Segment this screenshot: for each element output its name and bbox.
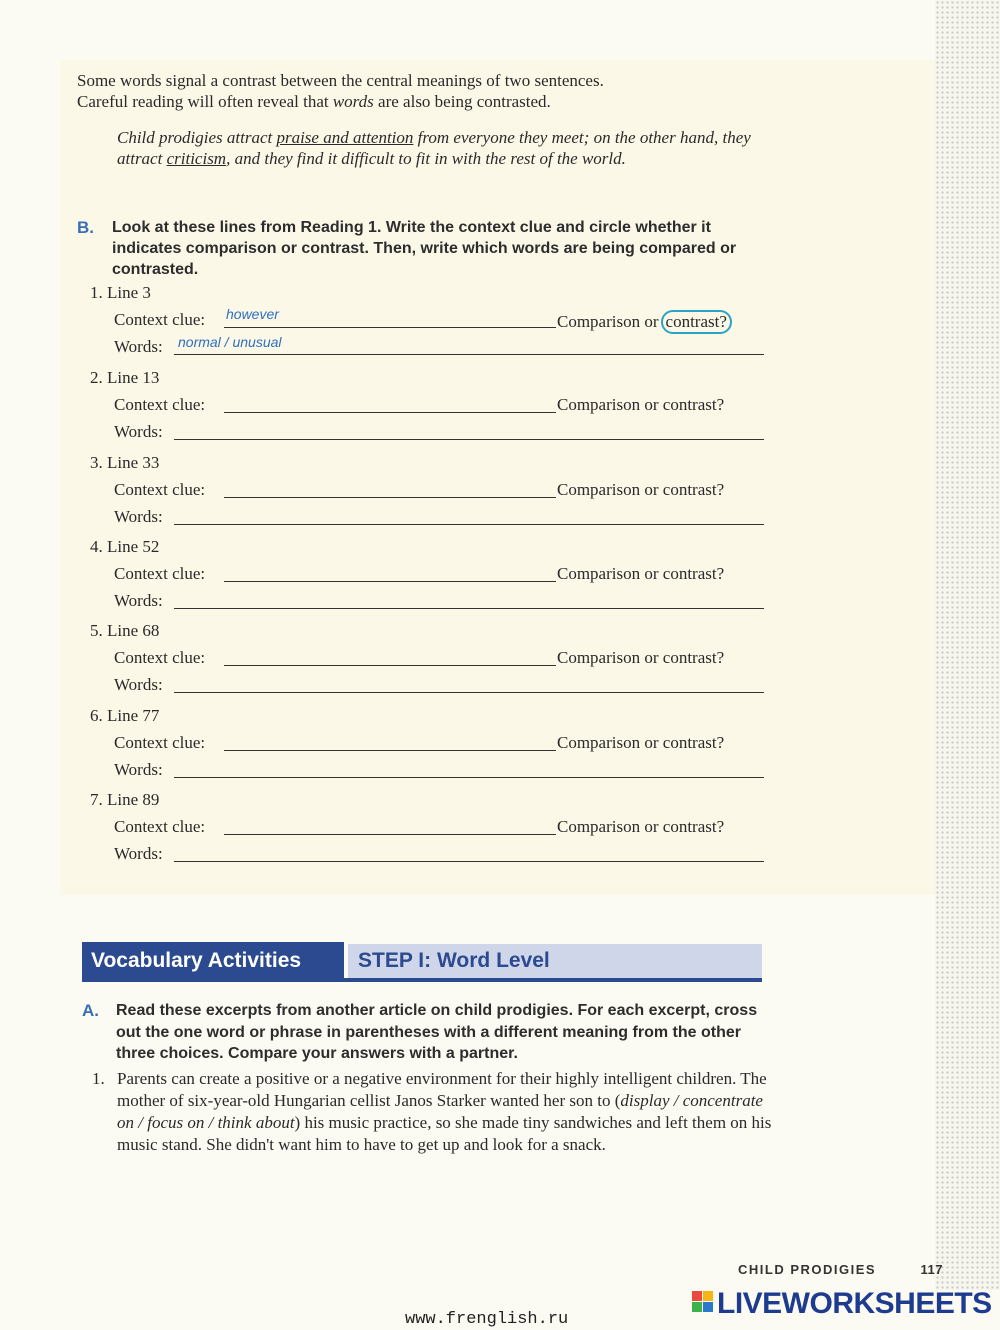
section-letter: A. (82, 1001, 99, 1020)
comparison-or-contrast-choice[interactable]: Comparison or contrast? (557, 564, 725, 583)
context-clue-row: Context clue: Comparison or contrast? (114, 733, 725, 752)
vocabulary-activities-title: Vocabulary Activities (82, 942, 344, 978)
comparison-or-contrast-choice[interactable]: Comparison or contrast? (557, 817, 725, 836)
item-line-label: 4. Line 52 (90, 537, 160, 556)
circled-contrast[interactable]: contrast? (661, 310, 732, 334)
words-row: Words: normal / unusual (114, 337, 764, 359)
words-answer[interactable]: normal / unusual (178, 334, 282, 350)
comparison-or-contrast-choice[interactable]: Comparison or contrast? (557, 310, 732, 334)
section-letter: B. (77, 218, 94, 237)
choices-in-parentheses[interactable]: display / concentrate on / focus on / think about (117, 1091, 763, 1132)
words-row: Words: (114, 844, 764, 866)
words-row: Words: (114, 591, 764, 613)
context-clue-row: Context clue: Comparison or contrast? (114, 395, 725, 414)
context-clue-input[interactable] (224, 665, 556, 666)
step-title: STEP I: Word Level (348, 944, 762, 978)
underlined-phrase: criticism (166, 149, 227, 168)
item-line-label: 7. Line 89 (90, 790, 160, 809)
comparison-or-contrast-choice[interactable]: Comparison or contrast? (557, 733, 725, 752)
underlined-phrase: praise and attention (276, 128, 414, 147)
liveworksheets-brand: LIVEWORKSHEETS (692, 1287, 992, 1321)
words-input[interactable] (174, 861, 764, 862)
item-line-label: 1. Line 3 (90, 283, 151, 302)
item-line-label: 2. Line 13 (90, 368, 160, 387)
item-line-label: 6. Line 77 (90, 706, 160, 725)
words-input[interactable] (174, 692, 764, 693)
website-url: www.frenglish.ru (405, 1310, 569, 1329)
excerpt-item: 1. Parents can create a positive or a negative environment for their highly intelligent children. The mother of six-year-old Hungarian cellist Janos Starker wanted her son to (display / concentrate on / focus on / think about) his music practice, so she made tiny sandwiches and left them on his music stand. She didn't want him to have to get up and look for a snack. (92, 1069, 772, 1154)
context-clue-row: Context clue: however Comparison or contrast? (114, 310, 764, 332)
comparison-or-contrast-choice[interactable]: Comparison or contrast? (557, 480, 725, 499)
context-clue-row: Context clue: Comparison or contrast? (114, 648, 725, 667)
section-a-instructions: A. Read these excerpts from another article on child prodigies. For each excerpt, cross out the one word or phrase in parentheses with a different meaning from the other three choices. Compare your answers with a partner. (82, 1001, 758, 1062)
context-clue-row: Context clue: Comparison or contrast? (114, 480, 725, 499)
context-clue-input[interactable] (224, 750, 556, 751)
comparison-or-contrast-choice[interactable]: Comparison or contrast? (557, 395, 725, 414)
context-clue-row: Context clue: Comparison or contrast? (114, 817, 725, 836)
words-row: Words: (114, 422, 764, 444)
words-input[interactable] (174, 608, 764, 609)
section-b-instructions: B. Look at these lines from Reading 1. Write the context clue and circle whether it indicates comparison or contrast. Then, write which words are being compared or contrasted. (77, 218, 737, 278)
item-line-label: 5. Line 68 (90, 621, 160, 640)
exercise-item (90, 368, 770, 452)
words-input[interactable] (174, 439, 764, 440)
exercise-item (90, 621, 770, 705)
context-clue-answer[interactable]: however (226, 306, 279, 322)
exercise-item (90, 537, 770, 621)
page-footer (738, 1262, 943, 1277)
example-sentence: Child prodigies attract praise and attention from everyone they meet; on the other hand, they attract criticism, and they find it difficult to fit in with the rest of the world. (117, 128, 751, 168)
exercise-item (90, 453, 770, 537)
words-input[interactable] (174, 524, 764, 525)
context-clue-input[interactable] (224, 497, 556, 498)
dotted-margin (935, 0, 1000, 1290)
exercise-item (90, 706, 770, 790)
vocabulary-activities-header (82, 942, 762, 982)
page-number: 117 (920, 1262, 943, 1277)
item-line-label: 3. Line 33 (90, 453, 160, 472)
intro-paragraph: Some words signal a contrast between the central meanings of two sentences. Careful reading will often reveal that words are also being contrasted. (77, 71, 604, 111)
words-input[interactable] (174, 354, 764, 355)
words-row: Words: (114, 507, 764, 529)
context-clue-input[interactable] (224, 581, 556, 582)
exercise-item (90, 790, 770, 874)
footer-title: CHILD PRODIGIES (738, 1262, 877, 1277)
liveworksheets-logo-icon (692, 1291, 714, 1313)
context-clue-input[interactable] (224, 834, 556, 835)
words-row: Words: (114, 760, 764, 782)
exercise-item (90, 283, 770, 367)
context-clue-input[interactable] (224, 327, 556, 328)
words-input[interactable] (174, 777, 764, 778)
context-clue-input[interactable] (224, 412, 556, 413)
words-row: Words: (114, 675, 764, 697)
comparison-or-contrast-choice[interactable]: Comparison or contrast? (557, 648, 725, 667)
context-clue-row: Context clue: Comparison or contrast? (114, 564, 725, 583)
